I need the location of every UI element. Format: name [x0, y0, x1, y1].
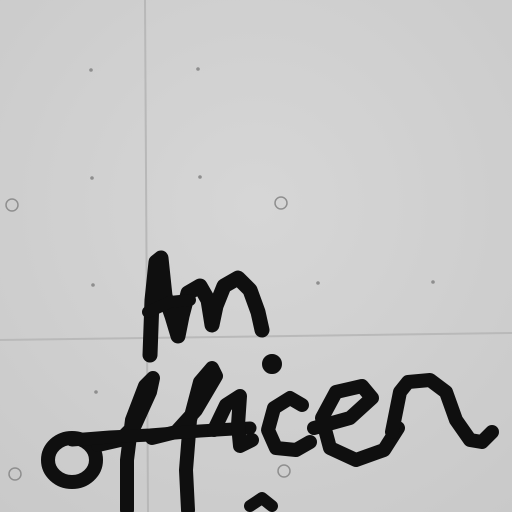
paper-dot: [94, 390, 98, 394]
handwritten-c-stroke: [268, 398, 310, 450]
handwritten-i-dot: [267, 359, 277, 369]
paper-dot: [196, 67, 200, 71]
paper-dot: [316, 281, 320, 285]
ring-marker: [278, 465, 290, 477]
paper-dot: [431, 280, 435, 284]
paper-dot: [91, 283, 95, 287]
handwritten-f-crossbar: [72, 428, 250, 440]
handwritten-e-stroke: [314, 386, 398, 460]
paper-dot: [89, 68, 93, 72]
handwritten-f-stroke: [98, 378, 153, 510]
paper-dots: [89, 67, 435, 394]
handwritten-i-stroke: [214, 396, 252, 446]
ring-marker: [275, 197, 287, 209]
ring-marker: [6, 199, 18, 211]
paper-dot: [90, 176, 94, 180]
paper-dot: [198, 175, 202, 179]
handwritten-r-stroke: [392, 380, 492, 442]
ring-marker: [9, 468, 21, 480]
handwritten-descender-fragment: [250, 498, 272, 506]
handwriting-ink: [48, 258, 492, 510]
